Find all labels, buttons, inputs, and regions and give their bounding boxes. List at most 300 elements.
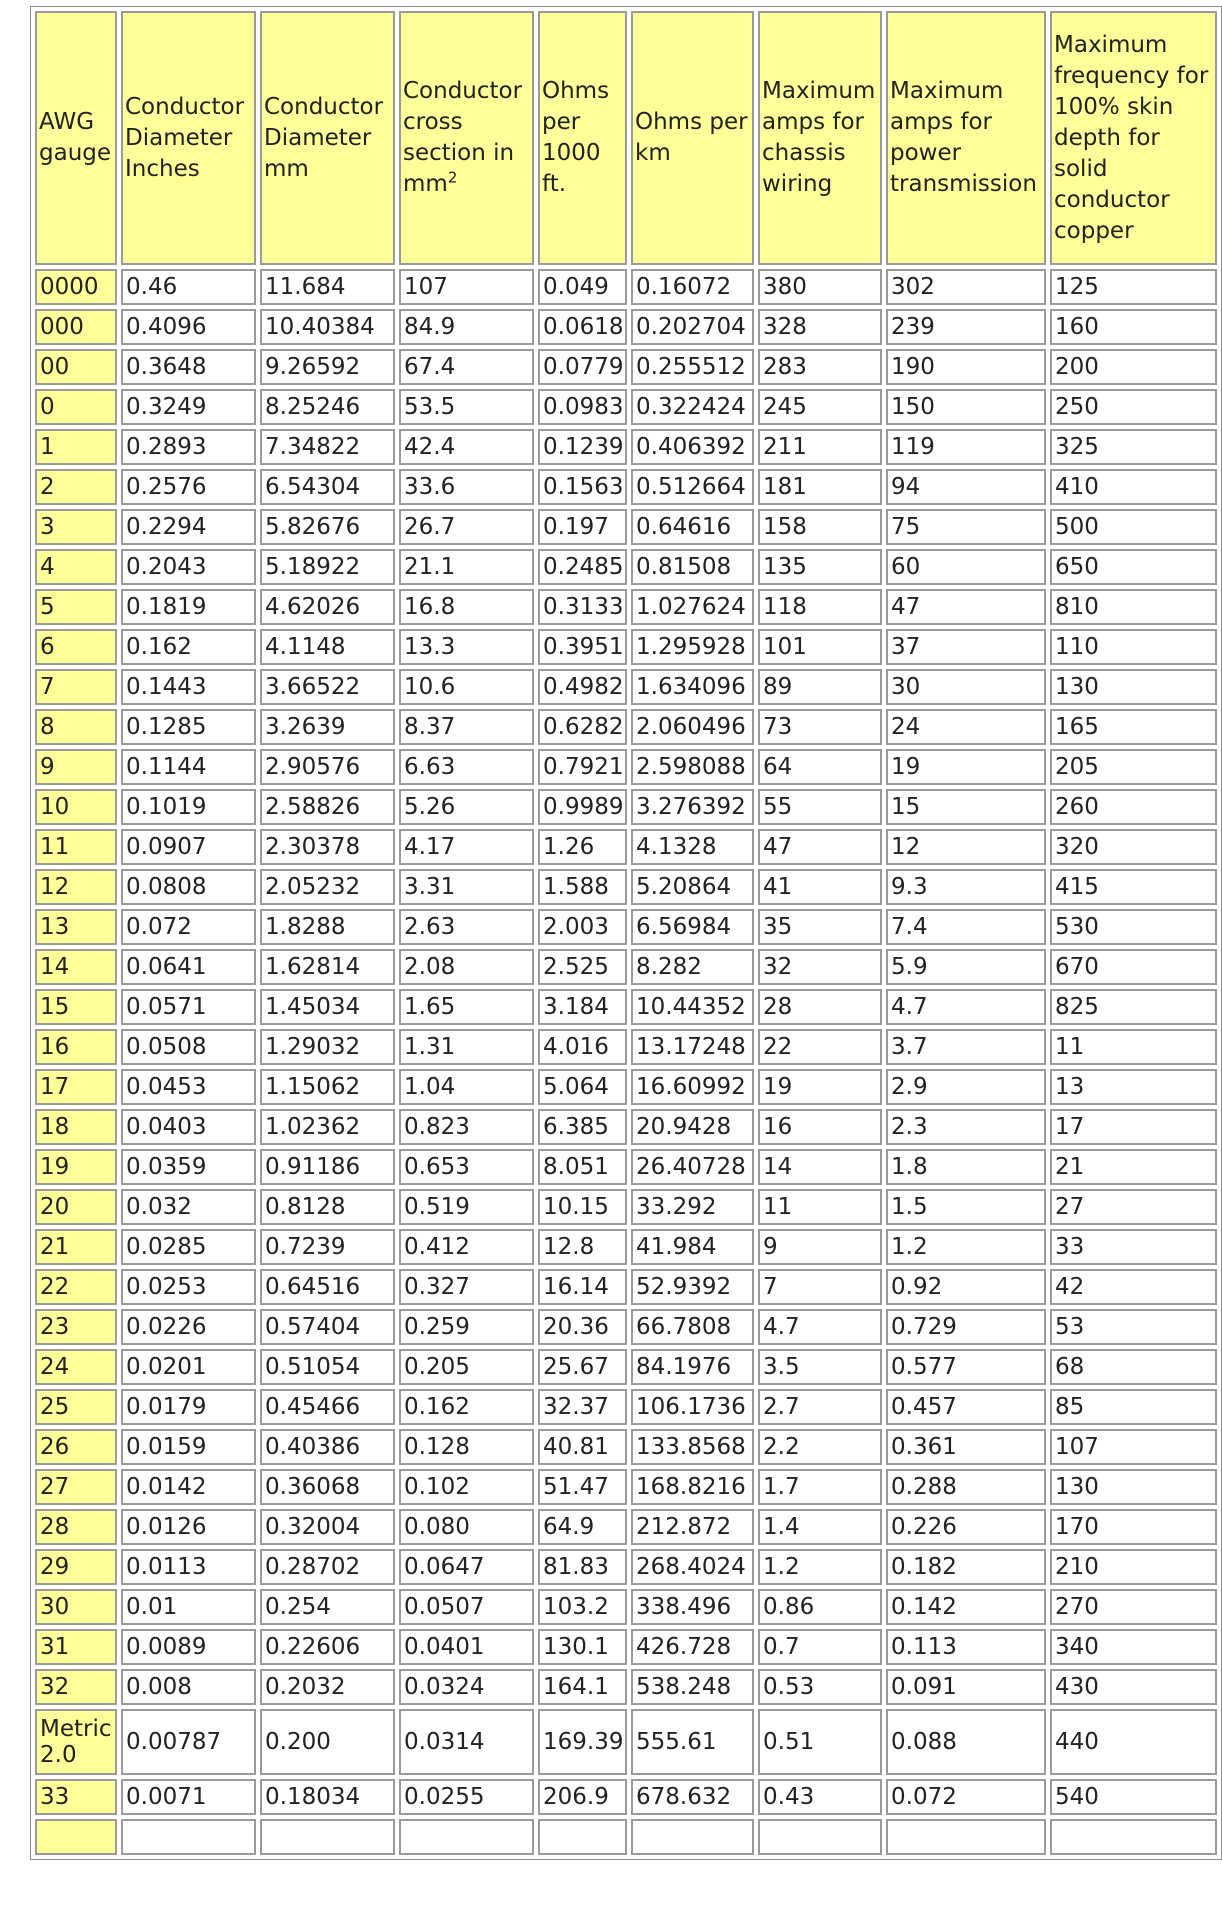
table-cell: 245 <box>758 389 882 425</box>
table-cell: 8.37 <box>399 709 534 745</box>
table-cell: 3.184 <box>538 989 627 1025</box>
gauge-cell: 14 <box>35 949 117 985</box>
header-awg-gauge: AWG gauge <box>35 11 117 265</box>
table-cell: 1.4 <box>758 1509 882 1545</box>
table-cell: 110 <box>1050 629 1217 665</box>
table-cell: 158 <box>758 509 882 545</box>
table-cell: 47 <box>886 589 1046 625</box>
table-cell: 64 <box>758 749 882 785</box>
gauge-cell: 000 <box>35 309 117 345</box>
header-cross-section <box>399 11 534 265</box>
table-cell: 0.653 <box>399 1149 534 1185</box>
table-cell: 325 <box>1050 429 1217 465</box>
table-cell: 10.44352 <box>631 989 754 1025</box>
table-cell: 0.0201 <box>121 1349 256 1385</box>
table-cell: 340 <box>1050 1629 1217 1665</box>
table-cell: 10.15 <box>538 1189 627 1225</box>
table-cell: 0.512664 <box>631 469 754 505</box>
table-cell: 211 <box>758 429 882 465</box>
gauge-cell: 5 <box>35 589 117 625</box>
table-row <box>35 749 1217 785</box>
table-cell <box>886 1819 1046 1855</box>
table-cell: 426.728 <box>631 1629 754 1665</box>
table-cell: 0.0142 <box>121 1469 256 1505</box>
table-cell: 27 <box>1050 1189 1217 1225</box>
table-cell: 5.9 <box>886 949 1046 985</box>
table-cell: 0.91186 <box>260 1149 395 1185</box>
table-cell: 410 <box>1050 469 1217 505</box>
table-cell: 0.0089 <box>121 1629 256 1665</box>
gauge-cell: 24 <box>35 1349 117 1385</box>
gauge-cell: 19 <box>35 1149 117 1185</box>
table-cell: 0.1563 <box>538 469 627 505</box>
table-cell: 47 <box>758 829 882 865</box>
table-cell: 3.31 <box>399 869 534 905</box>
table-cell: 0.0159 <box>121 1429 256 1465</box>
header-diameter-inches: Conductor Diameter Inches <box>121 11 256 265</box>
table-cell: 33.292 <box>631 1189 754 1225</box>
table-cell: 0.0983 <box>538 389 627 425</box>
gauge-cell: 18 <box>35 1109 117 1145</box>
table-cell: 0.0226 <box>121 1309 256 1345</box>
gauge-cell: 4 <box>35 549 117 585</box>
table-cell: 4.7 <box>886 989 1046 1025</box>
table-cell: 3.5 <box>758 1349 882 1385</box>
table-cell: 2.598088 <box>631 749 754 785</box>
table-cell: 66.7808 <box>631 1309 754 1345</box>
table-cell: 133.8568 <box>631 1429 754 1465</box>
table-cell: 35 <box>758 909 882 945</box>
table-cell: 25.67 <box>538 1349 627 1385</box>
table-row <box>35 1109 1217 1145</box>
table-cell: 0.7921 <box>538 749 627 785</box>
table-cell: 53.5 <box>399 389 534 425</box>
table-row <box>35 429 1217 465</box>
gauge-cell: 31 <box>35 1629 117 1665</box>
table-cell: 0.00787 <box>121 1709 256 1775</box>
table-cell: 30 <box>886 669 1046 705</box>
table-cell: 328 <box>758 309 882 345</box>
gauge-cell: 7 <box>35 669 117 705</box>
table-cell: 2.90576 <box>260 749 395 785</box>
table-cell: 2.3 <box>886 1109 1046 1145</box>
table-cell: 28 <box>758 989 882 1025</box>
gauge-cell <box>35 1819 117 1855</box>
table-cell: 94 <box>886 469 1046 505</box>
table-cell: 2.30378 <box>260 829 395 865</box>
table-cell: 64.9 <box>538 1509 627 1545</box>
table-cell: 0.0255 <box>399 1779 534 1815</box>
table-cell: 2.9 <box>886 1069 1046 1105</box>
table-cell: 415 <box>1050 869 1217 905</box>
table-cell: 212.872 <box>631 1509 754 1545</box>
table-cell: 190 <box>886 349 1046 385</box>
table-cell: 825 <box>1050 989 1217 1025</box>
table-cell: 320 <box>1050 829 1217 865</box>
gauge-cell: 0000 <box>35 269 117 305</box>
table-cell: 73 <box>758 709 882 745</box>
table-cell: 169.39 <box>538 1709 627 1775</box>
table-row <box>35 1669 1217 1705</box>
gauge-cell: 16 <box>35 1029 117 1065</box>
table-cell: 13.3 <box>399 629 534 665</box>
table-cell: 20.9428 <box>631 1109 754 1145</box>
gauge-cell: 6 <box>35 629 117 665</box>
table-cell: 84.1976 <box>631 1349 754 1385</box>
table-cell: 130 <box>1050 1469 1217 1505</box>
gauge-cell: 26 <box>35 1429 117 1465</box>
table-row <box>35 1189 1217 1225</box>
table-cell: 1.02362 <box>260 1109 395 1145</box>
table-cell: 55 <box>758 789 882 825</box>
table-cell: 0.1019 <box>121 789 256 825</box>
gauge-cell: 20 <box>35 1189 117 1225</box>
table-cell: 106.1736 <box>631 1389 754 1425</box>
table-cell: 0.8128 <box>260 1189 395 1225</box>
table-cell: 205 <box>1050 749 1217 785</box>
table-cell: 51.47 <box>538 1469 627 1505</box>
table-cell: 0.0507 <box>399 1589 534 1625</box>
table-cell: 26.40728 <box>631 1149 754 1185</box>
table-cell: 3.66522 <box>260 669 395 705</box>
table-row <box>35 1549 1217 1585</box>
table-cell: 0.0113 <box>121 1549 256 1585</box>
table-cell: 0.255512 <box>631 349 754 385</box>
table-cell: 3.7 <box>886 1029 1046 1065</box>
table-cell: 164.1 <box>538 1669 627 1705</box>
table-cell: 9 <box>758 1229 882 1265</box>
table-cell: 4.016 <box>538 1029 627 1065</box>
table-cell: 0.2043 <box>121 549 256 585</box>
table-cell: 0.0359 <box>121 1149 256 1185</box>
header-max-amps-chassis: Maximum amps for chassis wiring <box>758 11 882 265</box>
table-cell: 0.1285 <box>121 709 256 745</box>
table-cell: 0.1443 <box>121 669 256 705</box>
table-cell: 5.20864 <box>631 869 754 905</box>
table-cell: 107 <box>1050 1429 1217 1465</box>
table-cell: 26.7 <box>399 509 534 545</box>
gauge-cell: 28 <box>35 1509 117 1545</box>
gauge-cell: 10 <box>35 789 117 825</box>
table-cell: 42.4 <box>399 429 534 465</box>
table-row <box>35 1819 1217 1855</box>
header-ohms-per-1000ft: Ohms per 1000 ft. <box>538 11 627 265</box>
table-row <box>35 1509 1217 1545</box>
table-cell: 0.4096 <box>121 309 256 345</box>
table-cell: 12.8 <box>538 1229 627 1265</box>
gauge-cell: 13 <box>35 909 117 945</box>
table-cell <box>399 1819 534 1855</box>
table-cell: 52.9392 <box>631 1269 754 1305</box>
table-cell: 1.8 <box>886 1149 1046 1185</box>
table-cell: 2.003 <box>538 909 627 945</box>
table-row <box>35 1309 1217 1345</box>
table-cell: 8.25246 <box>260 389 395 425</box>
table-cell: 0.86 <box>758 1589 882 1625</box>
table-cell: 0.36068 <box>260 1469 395 1505</box>
table-cell: 810 <box>1050 589 1217 625</box>
table-cell: 1.2 <box>758 1549 882 1585</box>
table-cell: 1.45034 <box>260 989 395 1025</box>
table-cell: 16.14 <box>538 1269 627 1305</box>
table-cell: 5.26 <box>399 789 534 825</box>
table-cell: 0.0508 <box>121 1029 256 1065</box>
table-cell: 24 <box>886 709 1046 745</box>
header-max-frequency: Maximum frequency for 100% skin depth for solid conductor copper <box>1050 11 1217 265</box>
table-cell: 0.0808 <box>121 869 256 905</box>
table-cell: 2.060496 <box>631 709 754 745</box>
table-cell: 17 <box>1050 1109 1217 1145</box>
gauge-cell: 8 <box>35 709 117 745</box>
table-cell: 0.32004 <box>260 1509 395 1545</box>
table-body <box>35 269 1217 1855</box>
table-cell: 260 <box>1050 789 1217 825</box>
table-cell: 380 <box>758 269 882 305</box>
table-cell: 68 <box>1050 1349 1217 1385</box>
table-cell: 268.4024 <box>631 1549 754 1585</box>
table-cell: 165 <box>1050 709 1217 745</box>
table-cell: 1.26 <box>538 829 627 865</box>
table-cell: 1.634096 <box>631 669 754 705</box>
table-cell: 130 <box>1050 669 1217 705</box>
table-cell: 13 <box>1050 1069 1217 1105</box>
table-cell: 0.2576 <box>121 469 256 505</box>
table-row <box>35 269 1217 305</box>
table-cell: 0.197 <box>538 509 627 545</box>
table-cell: 135 <box>758 549 882 585</box>
table-cell: 7.4 <box>886 909 1046 945</box>
table-cell: 7.34822 <box>260 429 395 465</box>
table-cell: 107 <box>399 269 534 305</box>
gauge-cell: 27 <box>35 1469 117 1505</box>
table-cell: 0.2032 <box>260 1669 395 1705</box>
table-row <box>35 1429 1217 1465</box>
gauge-cell: 22 <box>35 1269 117 1305</box>
table-cell: 0.3133 <box>538 589 627 625</box>
table-cell: 9.3 <box>886 869 1046 905</box>
table-cell: 32.37 <box>538 1389 627 1425</box>
gauge-cell: 23 <box>35 1309 117 1345</box>
header-diameter-mm: Conductor Diameter mm <box>260 11 395 265</box>
table-cell: 32 <box>758 949 882 985</box>
table-cell: 0.072 <box>121 909 256 945</box>
table-cell: 10.40384 <box>260 309 395 345</box>
gauge-cell: 12 <box>35 869 117 905</box>
table-cell: 0.072 <box>886 1779 1046 1815</box>
table-cell: 19 <box>758 1069 882 1105</box>
table-cell: 0.322424 <box>631 389 754 425</box>
table-cell: 1.7 <box>758 1469 882 1505</box>
table-cell: 0.0071 <box>121 1779 256 1815</box>
table-cell: 0.1819 <box>121 589 256 625</box>
table-cell: 0.226 <box>886 1509 1046 1545</box>
table-cell: 0.46 <box>121 269 256 305</box>
table-cell: 7 <box>758 1269 882 1305</box>
table-row <box>35 629 1217 665</box>
gauge-cell: 3 <box>35 509 117 545</box>
table-cell: 0.0453 <box>121 1069 256 1105</box>
table-cell: 1.027624 <box>631 589 754 625</box>
table-cell: 0.3951 <box>538 629 627 665</box>
header-max-amps-power: Maximum amps for power transmission <box>886 11 1046 265</box>
awg-wire-table <box>30 6 1222 1860</box>
table-row <box>35 1629 1217 1665</box>
table-cell: 1.62814 <box>260 949 395 985</box>
table-cell: 0.406392 <box>631 429 754 465</box>
table-cell: 670 <box>1050 949 1217 985</box>
table-cell: 170 <box>1050 1509 1217 1545</box>
table-row <box>35 549 1217 585</box>
table-cell: 0.18034 <box>260 1779 395 1815</box>
table-cell <box>260 1819 395 1855</box>
gauge-cell: 32 <box>35 1669 117 1705</box>
table-cell: 60 <box>886 549 1046 585</box>
table-cell: 0.0571 <box>121 989 256 1025</box>
table-cell: 168.8216 <box>631 1469 754 1505</box>
table-cell <box>1050 1819 1217 1855</box>
table-row <box>35 669 1217 705</box>
gauge-cell: 17 <box>35 1069 117 1105</box>
table-cell: 33.6 <box>399 469 534 505</box>
table-cell: 14 <box>758 1149 882 1185</box>
table-cell: 125 <box>1050 269 1217 305</box>
table-cell: 0.28702 <box>260 1549 395 1585</box>
table-cell: 6.54304 <box>260 469 395 505</box>
gauge-cell: Metric 2.0 <box>35 1709 117 1775</box>
table-cell: 42 <box>1050 1269 1217 1305</box>
table-cell: 6.385 <box>538 1109 627 1145</box>
table-row <box>35 1589 1217 1625</box>
table-cell: 0.0779 <box>538 349 627 385</box>
table-cell: 250 <box>1050 389 1217 425</box>
table-row <box>35 709 1217 745</box>
table-cell <box>121 1819 256 1855</box>
table-cell: 0.6282 <box>538 709 627 745</box>
table-cell <box>631 1819 754 1855</box>
table-cell: 1.15062 <box>260 1069 395 1105</box>
table-cell: 0.0179 <box>121 1389 256 1425</box>
table-cell: 0.64616 <box>631 509 754 545</box>
table-cell: 8.051 <box>538 1149 627 1185</box>
table-cell: 0.53 <box>758 1669 882 1705</box>
table-cell: 41 <box>758 869 882 905</box>
table-cell: 0.202704 <box>631 309 754 345</box>
table-cell: 75 <box>886 509 1046 545</box>
table-cell: 0.032 <box>121 1189 256 1225</box>
table-cell: 0.113 <box>886 1629 1046 1665</box>
table-cell: 4.1148 <box>260 629 395 665</box>
table-cell: 16.60992 <box>631 1069 754 1105</box>
table-cell: 5.18922 <box>260 549 395 585</box>
table-cell: 650 <box>1050 549 1217 585</box>
gauge-cell: 00 <box>35 349 117 385</box>
table-cell: 0.162 <box>121 629 256 665</box>
table-cell: 160 <box>1050 309 1217 345</box>
table-cell: 0.16072 <box>631 269 754 305</box>
table-cell: 0.0285 <box>121 1229 256 1265</box>
table-cell: 0.51 <box>758 1709 882 1775</box>
table-cell: 0.080 <box>399 1509 534 1545</box>
table-cell: 0.51054 <box>260 1349 395 1385</box>
table-cell: 0.4982 <box>538 669 627 705</box>
table-cell: 500 <box>1050 509 1217 545</box>
table-row <box>35 1709 1217 1775</box>
table-cell: 2.2 <box>758 1429 882 1465</box>
table-cell: 1.8288 <box>260 909 395 945</box>
table-cell: 0.1144 <box>121 749 256 785</box>
table-cell: 0.457 <box>886 1389 1046 1425</box>
table-cell: 0.182 <box>886 1549 1046 1585</box>
table-cell: 0.142 <box>886 1589 1046 1625</box>
gauge-cell: 29 <box>35 1549 117 1585</box>
table-cell: 0.128 <box>399 1429 534 1465</box>
gauge-cell: 0 <box>35 389 117 425</box>
table-cell: 2.525 <box>538 949 627 985</box>
table-cell: 1.29032 <box>260 1029 395 1065</box>
awg-table-viewport <box>34 6 1209 1920</box>
table-cell: 0.7239 <box>260 1229 395 1265</box>
table-cell: 6.63 <box>399 749 534 785</box>
table-cell: 0.81508 <box>631 549 754 585</box>
table-cell: 0.823 <box>399 1109 534 1145</box>
table-cell: 53 <box>1050 1309 1217 1345</box>
table-cell: 0.7 <box>758 1629 882 1665</box>
table-row <box>35 909 1217 945</box>
table-cell: 270 <box>1050 1589 1217 1625</box>
table-cell: 3.2639 <box>260 709 395 745</box>
table-cell: 0.361 <box>886 1429 1046 1465</box>
table-cell: 2.05232 <box>260 869 395 905</box>
table-cell: 5.064 <box>538 1069 627 1105</box>
table-cell: 4.62026 <box>260 589 395 625</box>
table-row <box>35 1269 1217 1305</box>
table-cell: 1.588 <box>538 869 627 905</box>
table-cell: 0.0403 <box>121 1109 256 1145</box>
table-cell: 0.162 <box>399 1389 534 1425</box>
table-row <box>35 829 1217 865</box>
table-cell: 85 <box>1050 1389 1217 1425</box>
table-cell: 0.9989 <box>538 789 627 825</box>
table-cell: 555.61 <box>631 1709 754 1775</box>
table-cell: 6.56984 <box>631 909 754 945</box>
table-cell: 0.22606 <box>260 1629 395 1665</box>
table-cell: 0.0641 <box>121 949 256 985</box>
table-cell: 1.2 <box>886 1229 1046 1265</box>
table-cell: 84.9 <box>399 309 534 345</box>
table-cell: 119 <box>886 429 1046 465</box>
table-cell: 11.684 <box>260 269 395 305</box>
table-cell: 678.632 <box>631 1779 754 1815</box>
table-cell: 103.2 <box>538 1589 627 1625</box>
table-cell: 538.248 <box>631 1669 754 1705</box>
table-cell: 41.984 <box>631 1229 754 1265</box>
table-header-row <box>35 11 1217 265</box>
table-cell: 4.17 <box>399 829 534 865</box>
table-cell: 0.2485 <box>538 549 627 585</box>
table-cell: 0.0324 <box>399 1669 534 1705</box>
table-cell: 0.0647 <box>399 1549 534 1585</box>
gauge-cell: 1 <box>35 429 117 465</box>
table-row <box>35 1469 1217 1505</box>
table-cell: 5.82676 <box>260 509 395 545</box>
header-cross-section-text: Conductor cross section in $mm^2$ <box>403 78 523 197</box>
table-cell: 0.049 <box>538 269 627 305</box>
table-cell: 21 <box>1050 1149 1217 1185</box>
table-cell: 0.2893 <box>121 429 256 465</box>
table-cell: 101 <box>758 629 882 665</box>
table-cell: 0.088 <box>886 1709 1046 1775</box>
table-cell: 0.0126 <box>121 1509 256 1545</box>
